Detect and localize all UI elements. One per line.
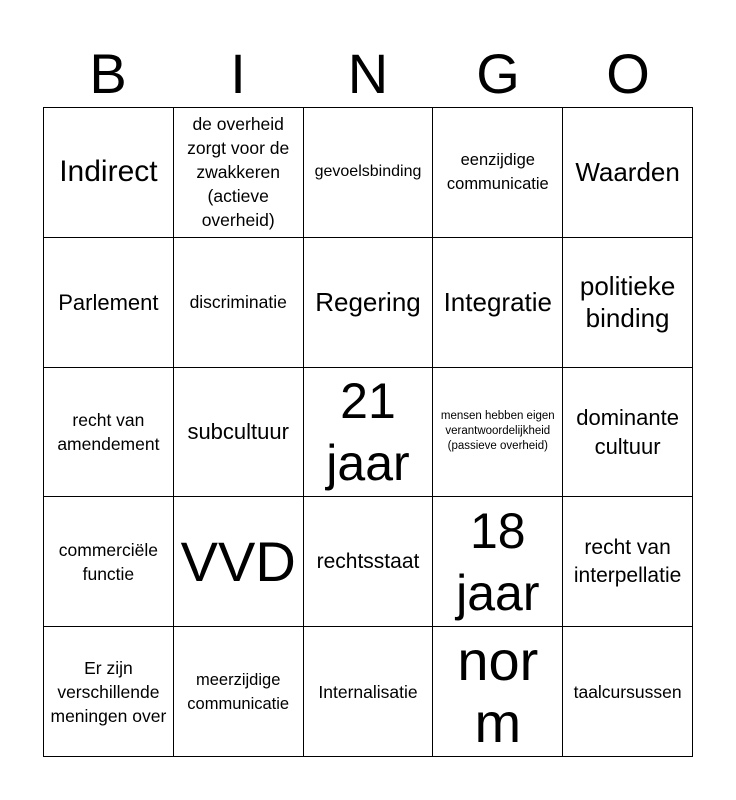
header-letter-i: I [230, 42, 246, 105]
cell-text: dominante cultuur [576, 404, 679, 459]
bingo-cell[interactable] [563, 627, 693, 757]
bingo-cell[interactable] [563, 238, 693, 368]
header-letter-n: N [347, 42, 389, 105]
bingo-card-grid [43, 107, 693, 757]
bingo-cell[interactable] [304, 108, 434, 238]
cell-text: eenzijdige communicatie [446, 151, 549, 194]
bingo-cell[interactable] [304, 368, 434, 498]
bingo-cell[interactable] [433, 368, 563, 498]
bingo-cell[interactable] [304, 627, 434, 757]
bingo-cell[interactable] [433, 497, 563, 627]
cell-text: Parlement [58, 289, 159, 315]
cell-text: 21 jaar [326, 372, 410, 491]
bingo-cell[interactable] [44, 627, 174, 757]
bingo-cell[interactable] [44, 497, 174, 627]
cell-text: VVD [180, 529, 296, 593]
cell-text: mensen hebben eigen verantwoordelijkheid (passieve overheid) [440, 410, 555, 453]
bingo-cell[interactable] [563, 368, 693, 498]
bingo-cell[interactable] [433, 108, 563, 238]
bingo-cell[interactable] [174, 627, 304, 757]
cell-text: taalcursussen [573, 681, 682, 702]
bingo-cell[interactable] [44, 108, 174, 238]
bingo-cell[interactable] [304, 238, 434, 368]
cell-text: de overheid zorgt voor de zwakkeren (actieve overheid) [187, 114, 290, 231]
bingo-cell[interactable] [174, 238, 304, 368]
cell-text: Er zijn verschillende meningen over [50, 657, 167, 726]
bingo-cell[interactable] [433, 627, 563, 757]
cell-text: recht van interpellatie [573, 535, 682, 587]
header-letter-o: O [606, 42, 650, 105]
header-letter-g: G [476, 42, 520, 105]
cell-text: Indirect [59, 155, 158, 189]
header-letter-b: B [89, 42, 127, 105]
bingo-cell[interactable] [304, 497, 434, 627]
cell-text: Regering [315, 287, 421, 318]
bingo-cell[interactable] [44, 368, 174, 498]
cell-text: subcultuur [187, 419, 289, 445]
bingo-cell[interactable] [174, 497, 304, 627]
bingo-cell[interactable] [174, 368, 304, 498]
cell-text: Internalisatie [318, 681, 418, 702]
bingo-cell[interactable] [44, 238, 174, 368]
bingo-cell[interactable] [563, 497, 693, 627]
cell-text: discriminatie [189, 292, 287, 313]
cell-text: commerciële functie [58, 539, 158, 584]
cell-text: gevoelsbinding [314, 163, 422, 181]
cell-text: Waarden [575, 157, 680, 188]
bingo-cell[interactable] [433, 238, 563, 368]
cell-text: norm [457, 628, 539, 754]
cell-text: meerzijdige communicatie [187, 670, 290, 713]
bingo-cell[interactable] [563, 108, 693, 238]
bingo-cell[interactable] [174, 108, 304, 238]
cell-text: 18 jaar [456, 502, 540, 621]
cell-text: Integratie [443, 287, 552, 318]
cell-text: politieke binding [579, 271, 676, 334]
cell-text: recht van amendement [57, 409, 160, 454]
cell-text: rechtsstaat [316, 549, 420, 573]
bingo-header [43, 40, 693, 108]
